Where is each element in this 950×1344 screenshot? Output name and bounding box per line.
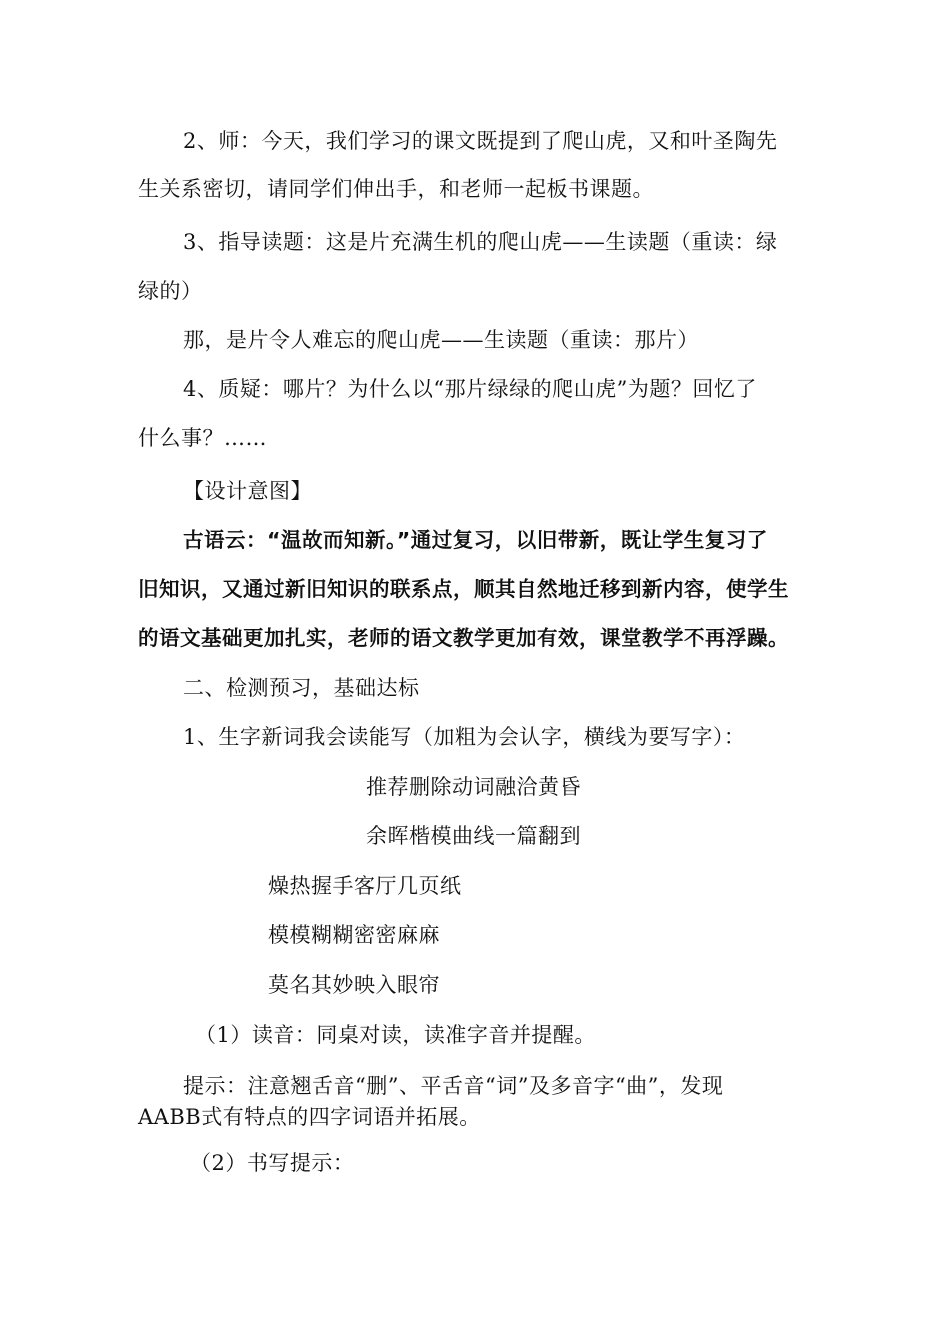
design-intent-heading: 【设计意图】 xyxy=(183,479,312,503)
item-1: 1、生字新词我会读能写（加粗为会认字，横线为要写字）： xyxy=(183,725,746,749)
paragraph-3-line-1: 3、指导读题：这是片充满生机的爬山虎——生读题（重读：绿 xyxy=(183,230,778,254)
paragraph-4-line-2: 什么事？…… xyxy=(138,426,267,450)
hint-line-1: 提示：注意翘舌音“删”、平舌音“词”及多音字“曲”，发现 xyxy=(183,1074,724,1098)
word-list-line-2: 余晖楷模曲线一篇翻到 xyxy=(366,824,581,848)
writing-instruction: （2）书写提示： xyxy=(190,1151,355,1175)
paragraph-3b: 那，是片令人难忘的爬山虎——生读题（重读：那片） xyxy=(183,328,699,352)
design-intent-line-2: 旧知识，又通过新旧知识的联系点，顺其自然地迁移到新内容，使学生 xyxy=(138,577,789,601)
design-intent-line-1: 古语云：“温故而知新。”通过复习，以旧带新，既让学生复习了 xyxy=(183,528,768,552)
word-list-line-3: 燥热握手客厅几页纸 xyxy=(268,874,462,898)
paragraph-3-line-2: 绿的） xyxy=(138,279,203,303)
hint-line-2: AABB式有特点的四字词语并拓展。 xyxy=(138,1105,481,1129)
paragraph-4-line-1: 4、质疑：哪片？为什么以“那片绿绿的爬山虎”为题？回忆了 xyxy=(183,377,757,401)
design-intent-line-3: 的语文基础更加扎实，老师的语文教学更加有效，课堂教学不再浮躁。 xyxy=(138,626,789,650)
word-list-line-4: 模模糊糊密密麻麻 xyxy=(268,923,440,947)
word-list-line-1: 推荐删除动词融洽黄昏 xyxy=(366,775,581,799)
paragraph-2-line-1: 2、师：今天，我们学习的课文既提到了爬山虎，又和叶圣陶先 xyxy=(183,129,778,153)
word-list-line-5: 莫名其妙映入眼帘 xyxy=(268,973,440,997)
reading-instruction: （1）读音：同桌对读，读准字音并提醒。 xyxy=(195,1023,596,1047)
section-2-heading: 二、检测预习，基础达标 xyxy=(183,676,420,700)
paragraph-2-line-2: 生关系密切，请同学们伸出手，和老师一起板书课题。 xyxy=(138,177,654,201)
